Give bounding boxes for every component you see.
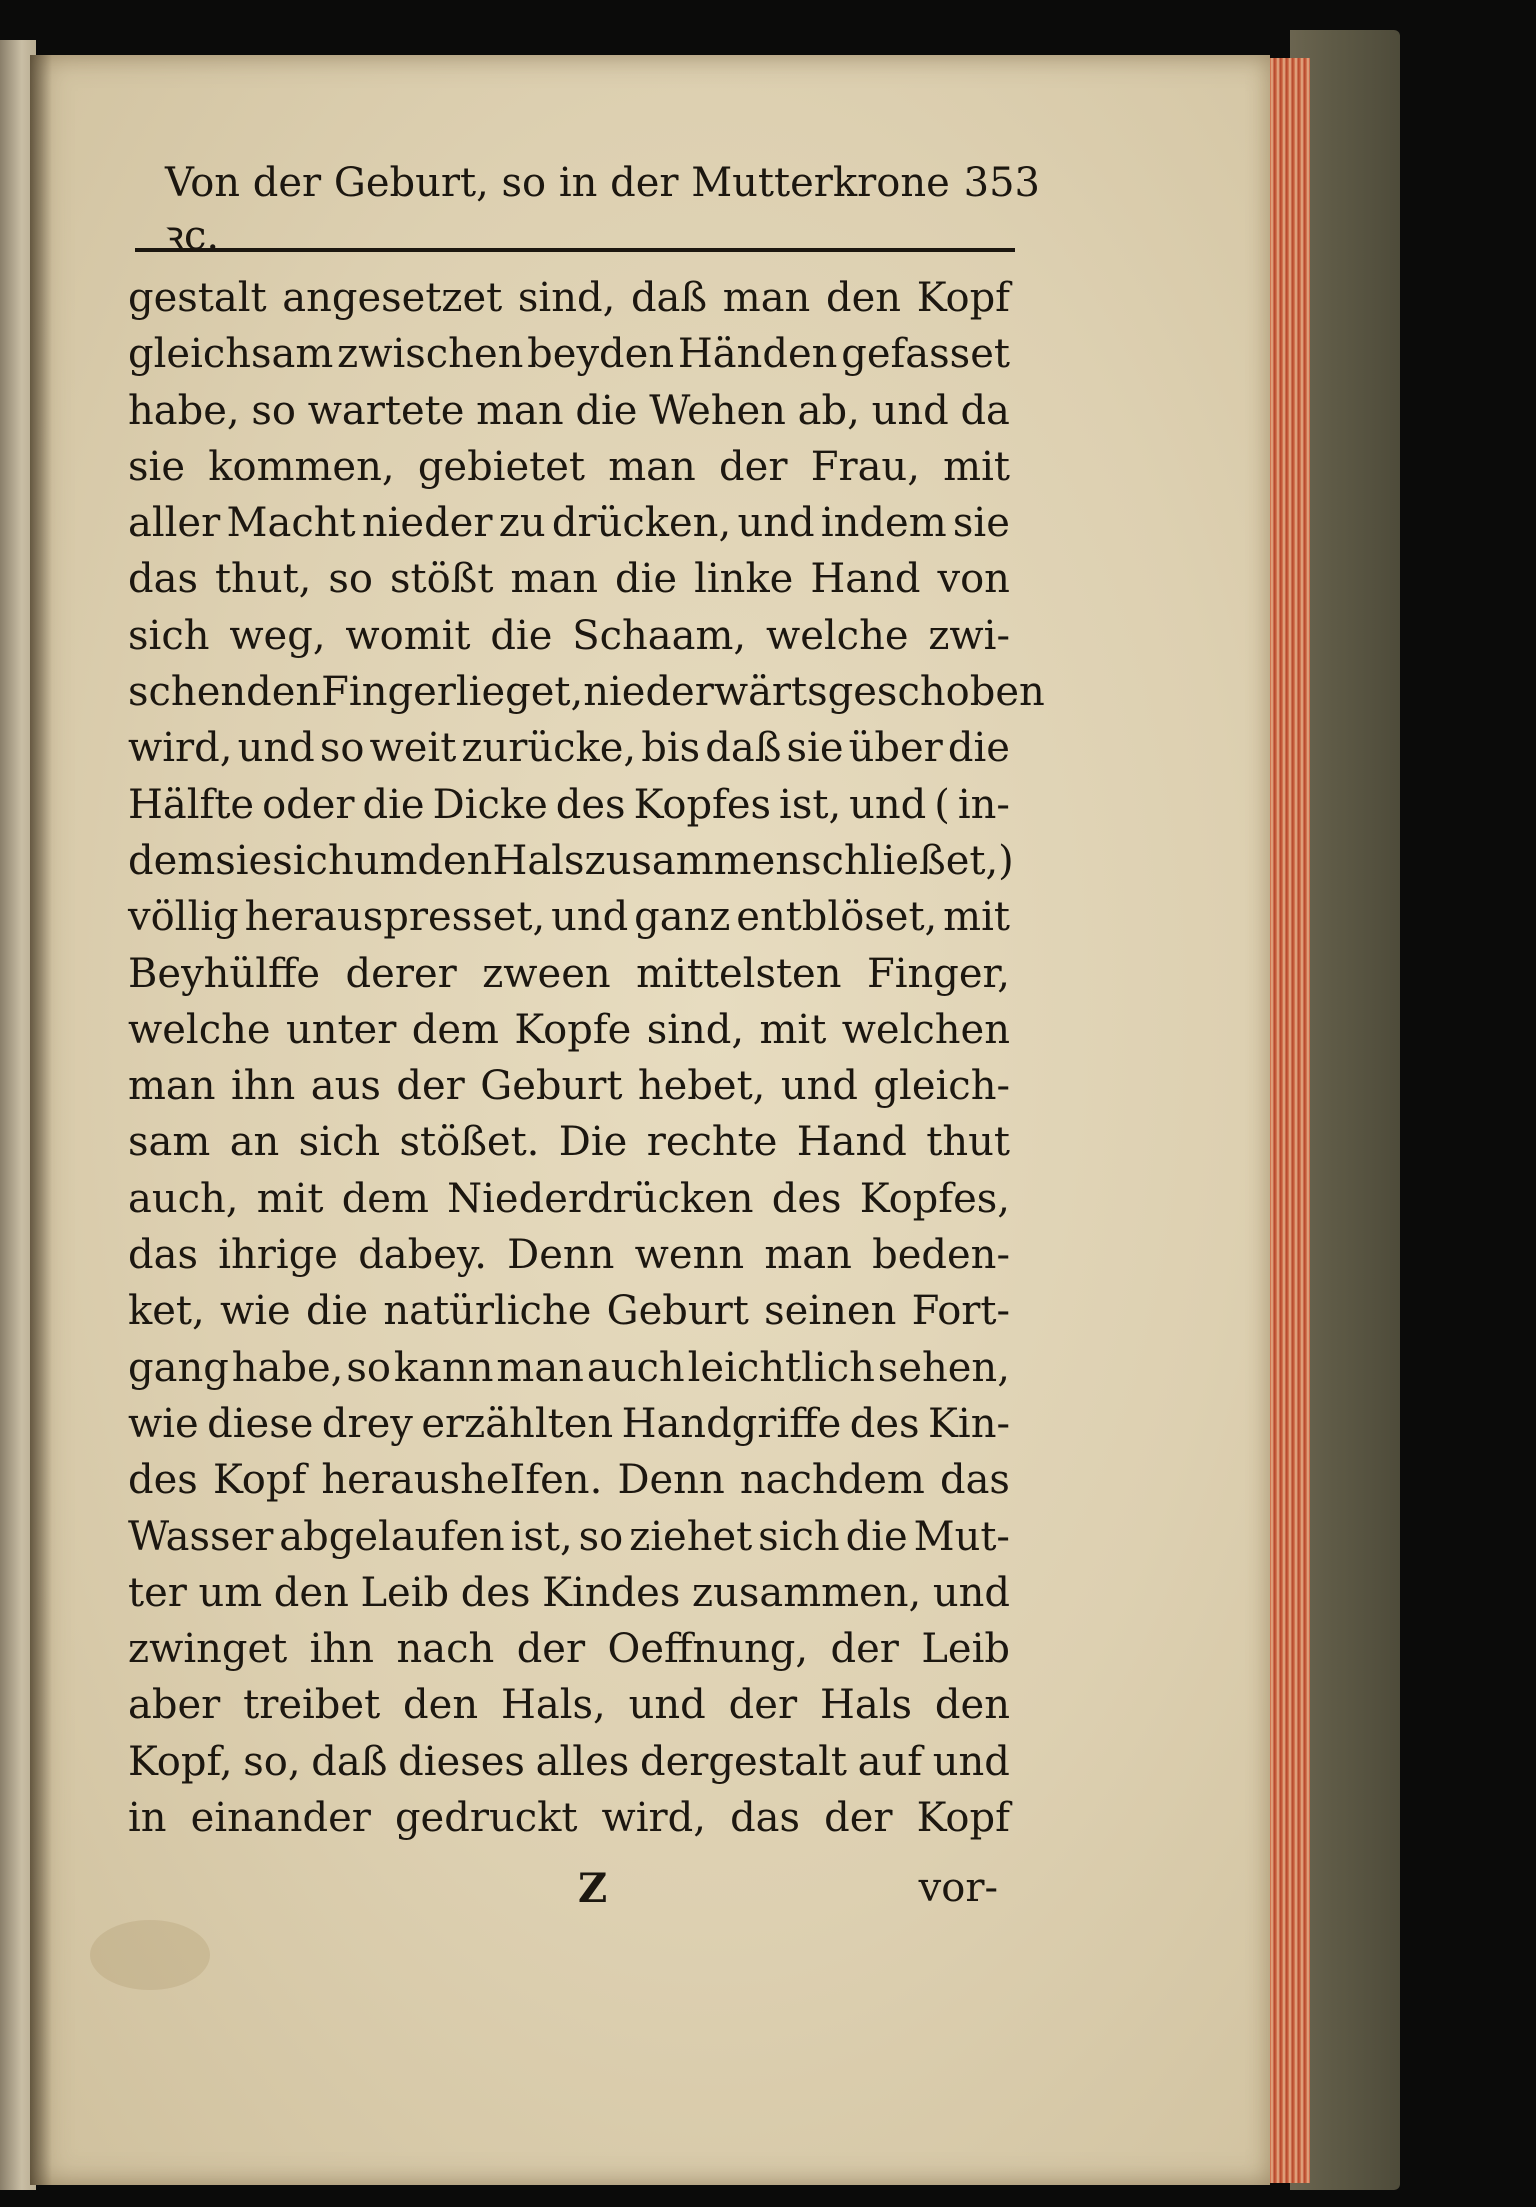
text-line <box>128 889 1010 945</box>
word: an <box>229 1119 280 1166</box>
word: aller <box>128 500 221 547</box>
word: Kopfe <box>514 1006 632 1053</box>
word: die <box>845 1513 908 1560</box>
word: sich <box>272 837 354 884</box>
word: stößt <box>389 556 494 603</box>
word: Kopfes <box>633 781 772 828</box>
word: und <box>737 500 815 547</box>
header-rule <box>135 248 1015 252</box>
running-header <box>165 160 1040 259</box>
word: mittelsten <box>636 950 842 997</box>
word: nach <box>396 1626 495 1673</box>
word: natürliche <box>383 1288 592 1335</box>
word: indem <box>820 500 947 547</box>
text-line <box>128 1734 1010 1790</box>
word: zwischen <box>337 331 524 378</box>
word: ter <box>128 1569 187 1616</box>
word: hebet, <box>637 1063 766 1110</box>
word: und <box>551 894 629 941</box>
text-line <box>128 495 1010 551</box>
word: sich <box>298 1119 381 1166</box>
word: dieses <box>398 1738 525 1785</box>
body-text <box>128 270 1045 1846</box>
word: drücken, <box>551 500 732 547</box>
word: Die <box>558 1119 628 1166</box>
word: der <box>396 1063 465 1110</box>
word: wartete <box>307 387 465 434</box>
word: und <box>780 1063 858 1110</box>
word: dergestalt <box>639 1738 847 1785</box>
word: da <box>960 387 1010 434</box>
word: in <box>128 1795 167 1842</box>
word: des <box>460 1569 531 1616</box>
word: Finger, <box>866 950 1010 997</box>
word: angesetzet <box>282 275 503 321</box>
text-line <box>128 551 1010 607</box>
word: einander <box>190 1795 371 1842</box>
word: wie <box>220 1288 291 1335</box>
word: dem <box>411 1006 499 1053</box>
word: leichtlich <box>687 1344 875 1391</box>
word: Kindes <box>542 1569 681 1616</box>
word: herausheIfen. <box>321 1457 603 1504</box>
word: aber <box>128 1682 221 1729</box>
text-line <box>128 270 1010 326</box>
word: Hand <box>810 556 921 603</box>
text-line <box>128 1790 1010 1846</box>
word: so <box>251 387 296 434</box>
word: zurücke, <box>461 725 637 772</box>
word: zu <box>498 500 546 547</box>
text-line <box>128 326 1010 382</box>
word: gestalt <box>128 275 267 321</box>
word: Handgriffe <box>621 1400 842 1447</box>
word: ist, <box>779 781 842 828</box>
word: Hals, <box>500 1682 606 1729</box>
word: ganz <box>634 894 731 941</box>
catchword: vor- <box>918 1865 998 1911</box>
word: über <box>848 725 943 772</box>
word: gleichsam <box>128 331 334 378</box>
word: dem <box>128 837 216 884</box>
word: Leib <box>360 1569 450 1616</box>
text-line <box>128 1565 1010 1621</box>
word: und <box>628 1682 706 1729</box>
text-line <box>128 1227 1010 1283</box>
signature-mark: Z <box>578 1865 608 1912</box>
text-line <box>128 1283 1010 1339</box>
word: mit <box>759 1006 827 1053</box>
word: niederwärts <box>583 669 828 716</box>
word: des <box>128 1457 198 1504</box>
text-line <box>128 1396 1010 1452</box>
word: so <box>328 556 373 603</box>
word: ihrige <box>218 1232 338 1279</box>
word: ihn <box>231 1063 296 1110</box>
word: Kin- <box>928 1400 1010 1447</box>
word: stößet. <box>399 1119 540 1166</box>
word: abgelaufen <box>279 1513 505 1560</box>
word: gefasset <box>841 331 1010 378</box>
word: um <box>198 1569 263 1616</box>
word: der <box>516 1626 586 1673</box>
text-line <box>128 1002 1010 1058</box>
word: den <box>246 669 322 716</box>
word: Wehen <box>649 387 786 434</box>
word: Händen <box>677 331 838 378</box>
word: Mut- <box>913 1513 1010 1560</box>
word: den <box>417 837 493 884</box>
word: des <box>849 1400 920 1447</box>
word: das <box>128 556 198 603</box>
word: das <box>128 1232 198 1279</box>
word: wenn <box>634 1232 745 1279</box>
word: oder <box>262 781 355 828</box>
word: man <box>510 556 599 603</box>
word: ket, <box>128 1288 205 1335</box>
word: auch <box>586 1344 685 1391</box>
word: weg, <box>229 612 326 659</box>
word: und <box>932 1738 1010 1785</box>
word: des <box>771 1175 842 1222</box>
word: sich <box>758 1513 840 1560</box>
text-line <box>128 1509 1010 1565</box>
text-line <box>128 833 1014 889</box>
word: Frau, <box>810 443 920 490</box>
word: bis <box>641 725 701 772</box>
word: völlig <box>128 894 239 941</box>
word: gebietet <box>417 443 585 490</box>
word: Niederdrücken <box>447 1175 754 1222</box>
word: sich <box>128 612 210 659</box>
word: nachdem <box>739 1457 925 1504</box>
word: geschoben <box>827 669 1045 716</box>
word: Geburt <box>480 1063 623 1110</box>
text-line <box>128 1621 1010 1677</box>
word: der <box>830 1626 899 1673</box>
word: der <box>824 1795 893 1842</box>
word: man <box>496 1344 584 1391</box>
word: Finger <box>321 669 456 716</box>
word: daß <box>705 725 782 772</box>
word: und <box>237 725 315 772</box>
text-line <box>128 1340 1010 1396</box>
text-line <box>128 608 1010 664</box>
word: Hals <box>819 1682 913 1729</box>
word: Denn <box>617 1457 725 1504</box>
word: den <box>273 1569 349 1616</box>
word: Oeffnung, <box>607 1626 809 1673</box>
word: wird, <box>601 1795 706 1842</box>
word: sie <box>952 500 1010 547</box>
word: kommen, <box>208 443 395 490</box>
word: zwi- <box>928 612 1010 659</box>
word: Macht <box>226 500 356 547</box>
word: den <box>934 1682 1010 1729</box>
word: die <box>306 1288 369 1335</box>
word: erzählten <box>421 1400 614 1447</box>
text-line <box>128 946 1010 1002</box>
text-line <box>128 1058 1010 1114</box>
word: die <box>490 612 553 659</box>
word: weit <box>369 725 457 772</box>
word: beden- <box>872 1232 1010 1279</box>
word: ziehet <box>629 1513 753 1560</box>
word: welchen <box>841 1006 1010 1053</box>
word: man <box>764 1232 852 1279</box>
word: herauspresset, <box>244 894 546 941</box>
word: thut <box>926 1119 1010 1166</box>
word: der <box>728 1682 798 1729</box>
word: Fort- <box>911 1288 1010 1335</box>
word: derer <box>345 950 457 997</box>
word: die <box>615 556 678 603</box>
word: so <box>346 1344 391 1391</box>
word: das <box>730 1795 801 1842</box>
word: aus <box>310 1063 381 1110</box>
word: wie <box>128 1400 199 1447</box>
word: treibet <box>243 1682 381 1729</box>
word: ) <box>998 837 1014 884</box>
word: die <box>947 725 1010 772</box>
word: so <box>319 725 365 772</box>
word: dabey. <box>358 1232 487 1279</box>
word: gleich- <box>873 1063 1010 1110</box>
word: des <box>555 781 626 828</box>
word: sie <box>128 443 185 490</box>
word: welche <box>765 612 909 659</box>
word: thut, <box>214 556 312 603</box>
word: linke <box>694 556 794 603</box>
text-line <box>128 1171 1010 1227</box>
word: drey <box>321 1400 413 1447</box>
word: daß <box>311 1738 388 1785</box>
word: den <box>403 1682 479 1729</box>
word: Hälfte <box>128 781 255 828</box>
text-line <box>128 1677 1010 1733</box>
word: beyden <box>527 331 675 378</box>
word: Beyhülffe <box>128 950 321 997</box>
word: zusammen, <box>691 1569 922 1616</box>
word: man <box>128 1063 216 1110</box>
word: wird, <box>128 725 233 772</box>
word: Wasser <box>128 1513 274 1560</box>
word: Leib <box>921 1626 1010 1673</box>
word: ist, <box>510 1513 573 1560</box>
word: man <box>608 443 696 490</box>
word: Kopf <box>916 1795 1010 1842</box>
word: entblöset, <box>736 894 938 941</box>
word: Denn <box>507 1232 615 1279</box>
word: rechte <box>646 1119 778 1166</box>
text-line <box>128 1452 1010 1508</box>
text-line <box>128 1114 1010 1170</box>
word: den <box>825 275 902 321</box>
word: seinen <box>764 1288 897 1335</box>
word: sind, <box>517 275 616 321</box>
word: diese <box>207 1400 314 1447</box>
word: und <box>932 1569 1010 1616</box>
word: Geburt <box>606 1288 749 1335</box>
word: und <box>849 781 927 828</box>
word: sind, <box>646 1006 745 1053</box>
word: um <box>353 837 418 884</box>
word: sie <box>215 837 273 884</box>
word: gedruckt <box>394 1795 578 1842</box>
word: schen <box>128 669 247 716</box>
word: ab, <box>797 387 860 434</box>
word: dem <box>341 1175 429 1222</box>
word: die <box>575 387 638 434</box>
word: ihn <box>309 1626 374 1673</box>
word: Hals <box>492 837 585 884</box>
word: Kopf, <box>128 1738 233 1785</box>
word: zween <box>482 950 611 997</box>
word: auf <box>857 1738 923 1785</box>
word: so, <box>243 1738 301 1785</box>
word: unter <box>285 1006 397 1053</box>
word: kann <box>393 1344 494 1391</box>
word: nieder <box>361 500 493 547</box>
word: auch, <box>128 1175 239 1222</box>
word: zwinget <box>128 1626 288 1673</box>
word: zusammen <box>584 837 802 884</box>
word: habe, <box>128 387 240 434</box>
text-line <box>128 720 1010 776</box>
word: Schaam, <box>572 612 747 659</box>
word: Dicke <box>432 781 548 828</box>
word: mit <box>943 443 1010 490</box>
word: in- <box>957 781 1010 828</box>
word: Kopf <box>212 1457 307 1504</box>
word: und <box>871 387 949 434</box>
page-number: 353 <box>963 160 1040 206</box>
word: womit <box>345 612 471 659</box>
word: Kopf <box>916 275 1010 321</box>
word: man <box>722 275 811 321</box>
word: schließet, <box>801 837 999 884</box>
text-line <box>128 439 1010 495</box>
word: lieget, <box>455 669 584 716</box>
word: Kopfes, <box>859 1175 1010 1222</box>
word: das <box>939 1457 1010 1504</box>
word: ( <box>934 781 950 828</box>
word: Hand <box>796 1119 907 1166</box>
page-stain <box>90 1920 210 1990</box>
word: die <box>362 781 425 828</box>
page-footer <box>128 1865 998 1925</box>
text-line <box>128 777 1010 833</box>
page-gutter-shadow <box>30 55 52 2185</box>
word: alles <box>535 1738 630 1785</box>
word: daß <box>630 275 708 321</box>
running-title: Von der Geburt, so in der Mutterkrone ꝛc. <box>165 160 950 259</box>
word: von <box>937 556 1010 603</box>
word: sie <box>786 725 844 772</box>
word: habe, <box>231 1344 344 1391</box>
word: gang <box>128 1344 229 1391</box>
text-line <box>128 383 1010 439</box>
word: welche <box>128 1006 271 1053</box>
word: der <box>719 443 788 490</box>
word: man <box>476 387 564 434</box>
word: mit <box>943 894 1010 941</box>
word: sehen, <box>877 1344 1010 1391</box>
word: so <box>578 1513 624 1560</box>
word: sam <box>128 1119 211 1166</box>
word: mit <box>256 1175 324 1222</box>
text-line <box>128 664 1045 720</box>
